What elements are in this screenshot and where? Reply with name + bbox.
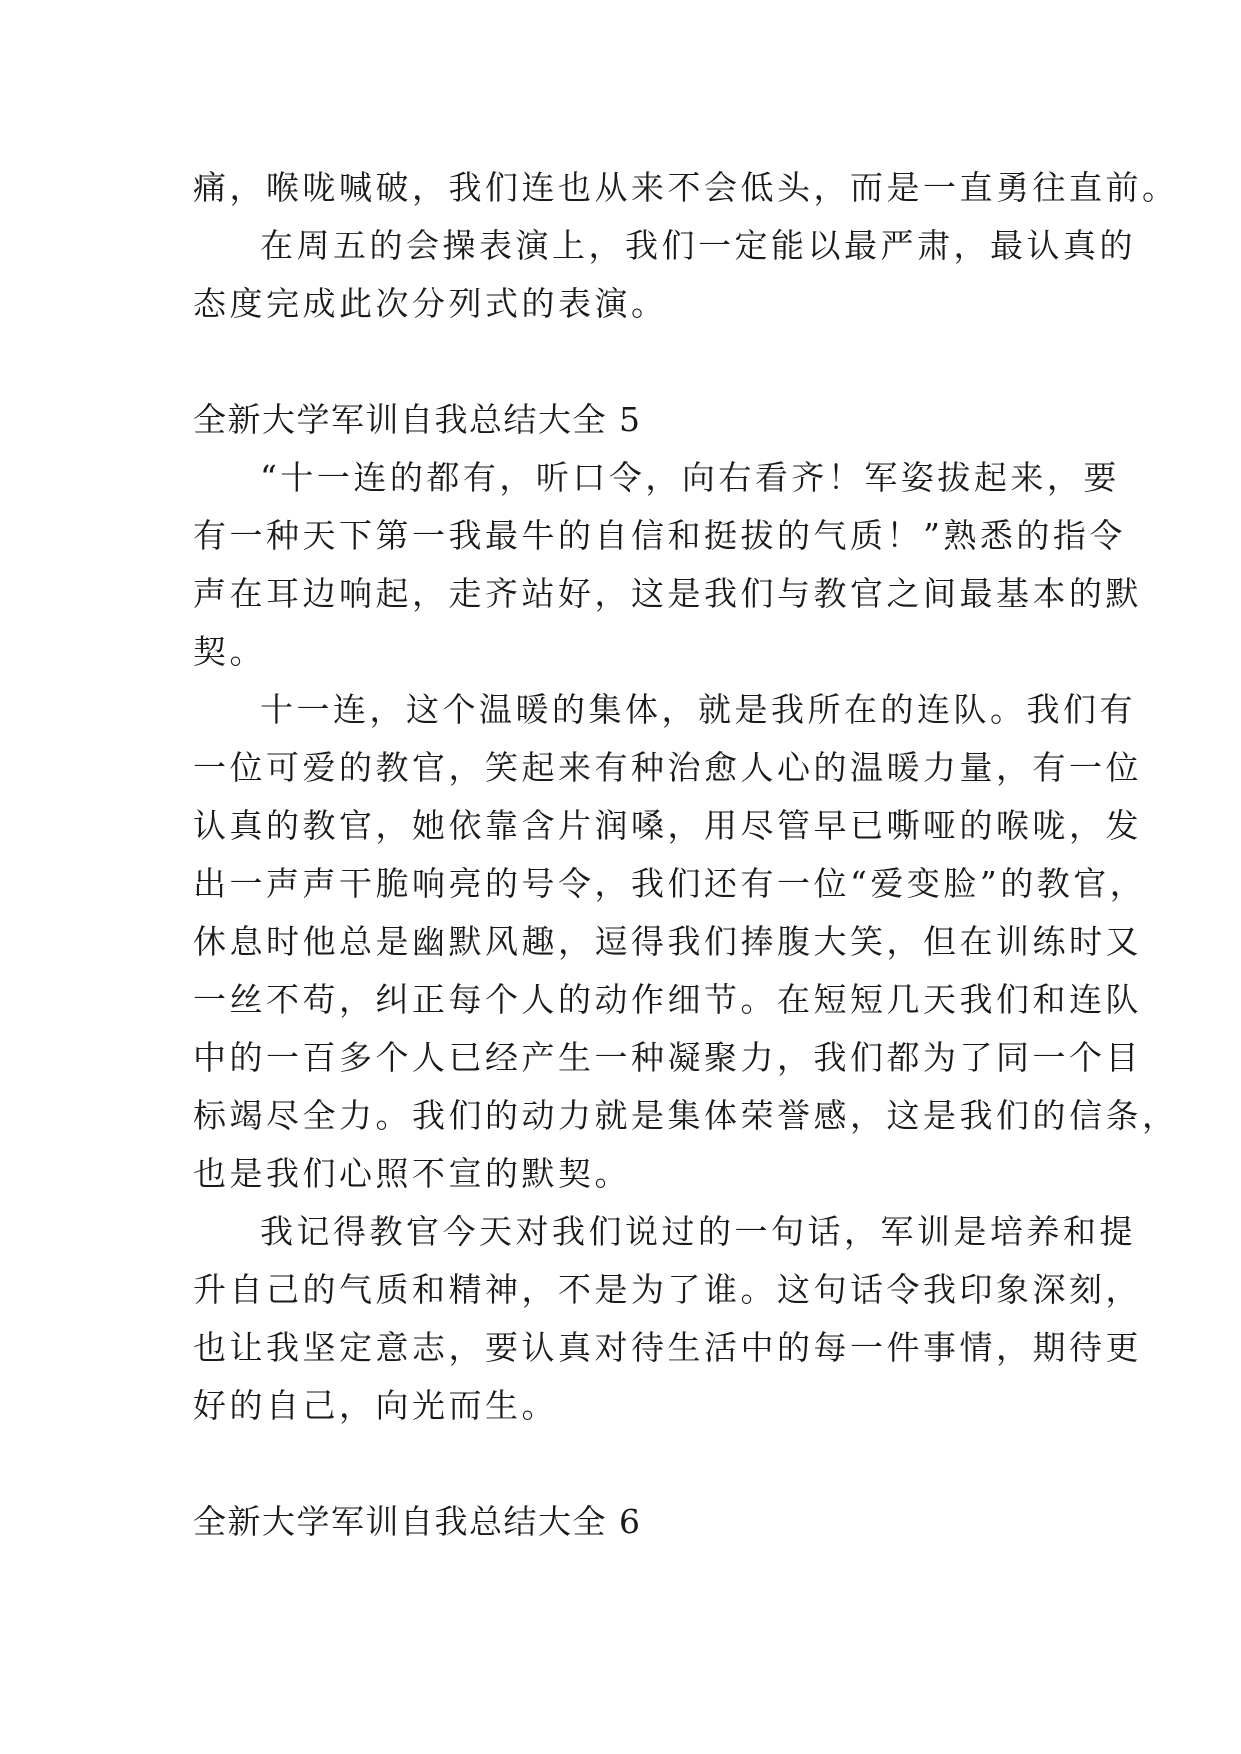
paragraph-line: 十一连，这个温暖的集体，就是我所在的连队。我们有 xyxy=(260,690,1136,729)
paragraph-line: 认真的教官，她依靠含片润嗓，用尽管早已嘶哑的喉咙，发 xyxy=(193,806,1142,845)
paragraph-line: 好的自己，向光而生。 xyxy=(193,1386,558,1425)
paragraph-line: 在周五的会操表演上，我们一定能以最严肃，最认真的 xyxy=(260,226,1136,265)
paragraph-line: 有一种天下第一我最牛的自信和挺拔的气质！”熟悉的指令 xyxy=(193,516,1126,555)
paragraph-line: “十一连的都有，听口令，向右看齐！军姿拔起来，要 xyxy=(260,458,1120,497)
paragraph-line: 中的一百多个人已经产生一种凝聚力，我们都为了同一个目 xyxy=(193,1038,1142,1077)
paragraph-line: 我记得教官今天对我们说过的一句话，军训是培养和提 xyxy=(260,1212,1136,1251)
paragraph-line: 一位可爱的教官，笑起来有种治愈人心的温暖力量，有一位 xyxy=(193,748,1142,787)
paragraph-line: 痛，喉咙喊破，我们连也从来不会低头，而是一直勇往直前。 xyxy=(193,168,1179,207)
paragraph-line: 也让我坚定意志，要认真对待生活中的每一件事情，期待更 xyxy=(193,1328,1142,1367)
paragraph-line: 契。 xyxy=(193,632,266,671)
paragraph-line: 态度完成此次分列式的表演。 xyxy=(193,284,668,323)
section-heading: 全新大学军训自我总结大全 5 xyxy=(193,400,642,439)
paragraph-line: 声在耳边响起，走齐站好，这是我们与教官之间最基本的默 xyxy=(193,574,1142,613)
paragraph-line: 出一声声干脆响亮的号令，我们还有一位“爱变脸”的教官， xyxy=(193,864,1147,903)
paragraph-line: 也是我们心照不宣的默契。 xyxy=(193,1154,631,1193)
section-heading: 全新大学军训自我总结大全 6 xyxy=(193,1502,642,1541)
paragraph-line: 一丝不苟，纠正每个人的动作细节。在短短几天我们和连队 xyxy=(193,980,1142,1019)
paragraph-line: 升自己的气质和精神，不是为了谁。这句话令我印象深刻， xyxy=(193,1270,1142,1309)
paragraph-line: 标竭尽全力。我们的动力就是集体荣誉感，这是我们的信条， xyxy=(193,1096,1179,1135)
paragraph-line: 休息时他总是幽默风趣，逗得我们捧腹大笑，但在训练时又 xyxy=(193,922,1142,961)
